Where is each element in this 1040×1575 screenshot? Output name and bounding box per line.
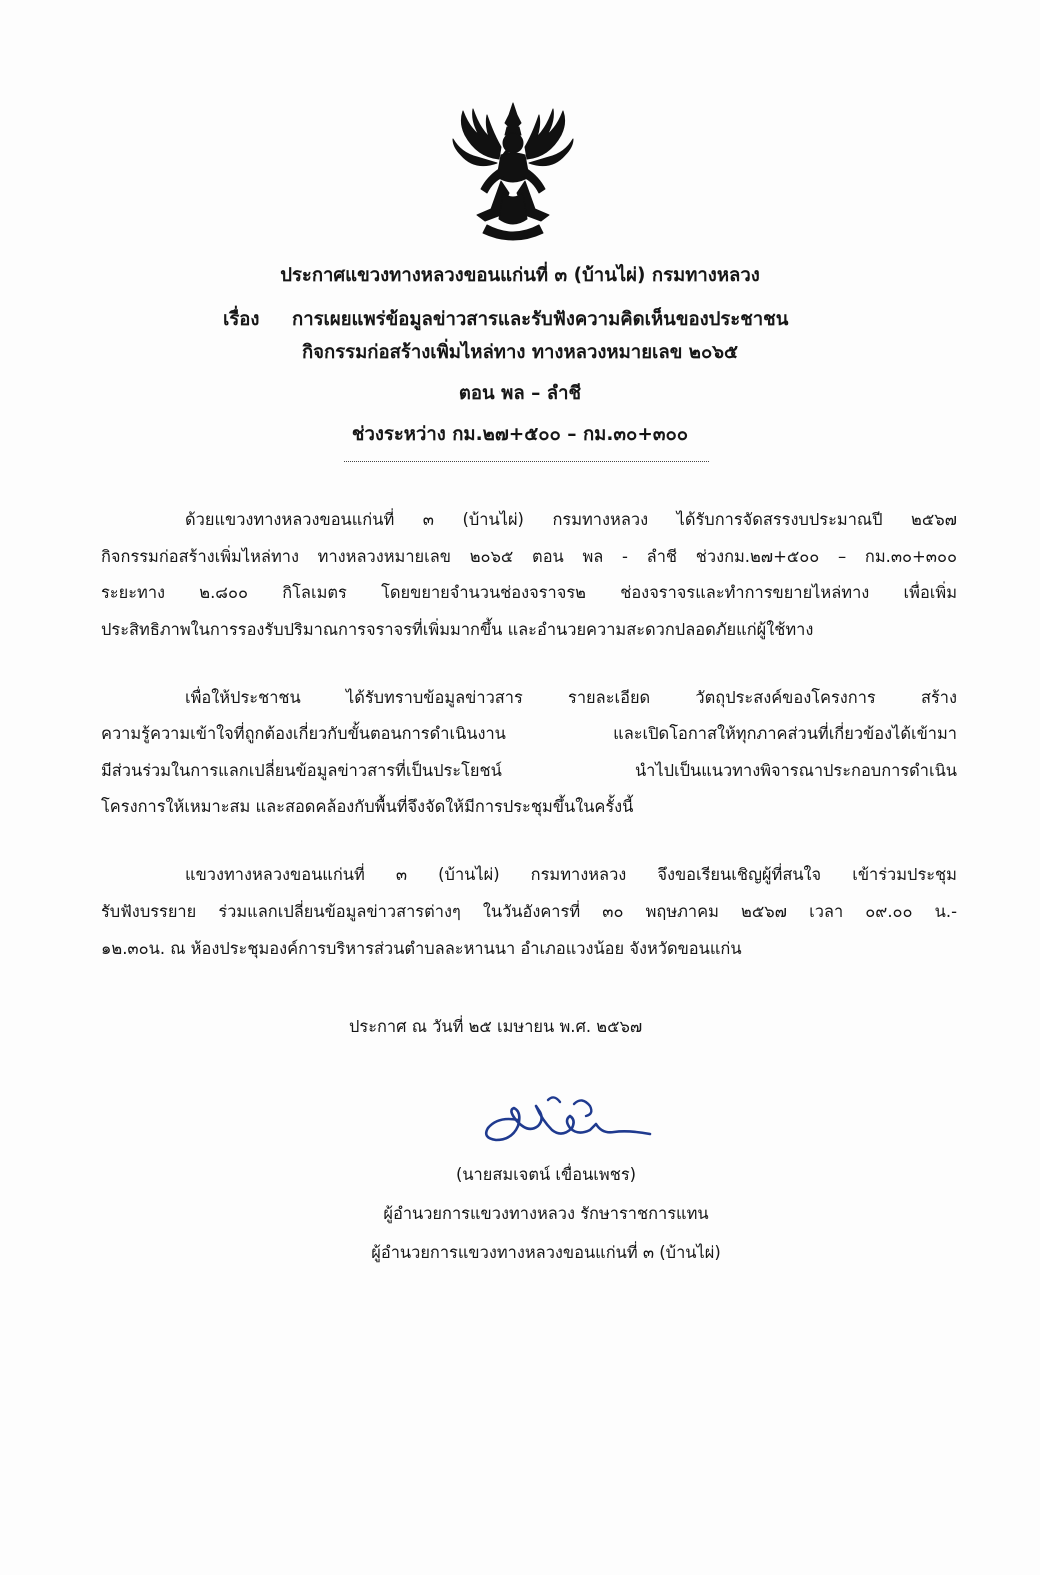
subject-label: เรื่อง bbox=[223, 309, 260, 330]
signatory-name: (นายสมเจตน์ เขื่อนเพชร) bbox=[455, 1165, 637, 1184]
subject-text: การเผยแพร่ข้อมูลข่าวสารและรับฟังความคิดเห็นของประชาชน bbox=[292, 309, 789, 330]
handwritten-signature bbox=[478, 1090, 653, 1152]
garuda-emblem-icon bbox=[447, 97, 579, 245]
project-line: กิจกรรมก่อสร้างเพิ่มไหล่ทาง ทางหลวงหมายเลข ๒๐๖๕ bbox=[301, 342, 739, 363]
announcement-title: ประกาศแขวงทางหลวงขอนแก่นที่ ๓ (บ้านไผ่) กรมทางหลวง bbox=[280, 265, 760, 286]
announce-date: ประกาศ ณ วันที่ ๒๕ เมษายน พ.ศ. ๒๕๖๗ bbox=[349, 1017, 643, 1036]
paragraph2-line: มีส่วนร่วมในการแลกเปลี่ยนข้อมูลข่าวสารที่เป็นประโยชน์ นำไปเป็นแนวทางพิจารณาประกอบการดำเนิน bbox=[101, 761, 957, 780]
paragraph1-line: ประสิทธิภาพในการรองรับปริมาณการจราจรที่เพิ่มมากขึ้น และอำนวยความสะดวกปลอดภัยแก่ผู้ใช้ทาง bbox=[101, 620, 814, 639]
paragraph2-line: โครงการให้เหมาะสม และสอดคล้องกับพื้นที่จึงจัดให้มีการประชุมขึ้นในครั้งนี้ bbox=[101, 797, 634, 816]
signatory-position: ผู้อำนวยการแขวงทางหลวงขอนแก่นที่ ๓ (บ้านไผ่) bbox=[371, 1243, 721, 1262]
dotted-divider bbox=[344, 461, 709, 462]
paragraph1-line: ระยะทาง ๒.๘๐๐ กิโลเมตร โดยขยายจำนวนช่องจราจร๒ ช่องจราจรและทำการขยายไหล่ทาง เพื่อเพิ่ม bbox=[101, 583, 957, 602]
paragraph3-line: ๑๒.๓๐น. ณ ห้องประชุมองค์การบริหารส่วนตำบลละหานนา อำเภอแวงน้อย จังหวัดขอนแก่น bbox=[101, 939, 742, 958]
paragraph1-line: กิจกรรมก่อสร้างเพิ่มไหล่ทาง ทางหลวงหมายเลข ๒๐๖๕ ตอน พล - ลำชี ช่วงกม.๒๗+๕๐๐ – กม.๓๐+๓๐๐ bbox=[101, 547, 957, 566]
section-line: ตอน พล – ลำชี bbox=[458, 383, 582, 404]
paragraph3-line: แขวงทางหลวงขอนแก่นที่ ๓ (บ้านไผ่) กรมทางหลวง จึงขอเรียนเชิญผู้ที่สนใจ เข้าร่วมประชุม bbox=[185, 865, 957, 884]
paragraph2-line: ความรู้ความเข้าใจที่ถูกต้องเกี่ยวกับขั้นตอนการดำเนินงาน และเปิดโอกาสให้ทุกภาคส่วนที่เกี่ยวข้องได้เข้ามา bbox=[101, 724, 957, 743]
signatory-position: ผู้อำนวยการแขวงทางหลวง รักษาราชการแทน bbox=[383, 1204, 709, 1223]
paragraph3-line: รับฟังบรรยาย ร่วมแลกเปลี่ยนข้อมูลข่าวสารต่างๆ ในวันอังคารที่ ๓๐ พฤษภาคม ๒๕๖๗ เวลา ๐๙.๐๐ น.- bbox=[101, 902, 957, 921]
paragraph2-line: เพื่อให้ประชาชน ได้รับทราบข้อมูลข่าวสาร รายละเอียด วัตถุประสงค์ของโครงการ สร้าง bbox=[185, 688, 957, 707]
range-line: ช่วงระหว่าง กม.๒๗+๕๐๐ – กม.๓๐+๓๐๐ bbox=[351, 424, 689, 445]
paragraph1-line: ด้วยแขวงทางหลวงขอนแก่นที่ ๓ (บ้านไผ่) กรมทางหลวง ได้รับการจัดสรรงบประมาณปี ๒๕๖๗ bbox=[185, 510, 957, 529]
